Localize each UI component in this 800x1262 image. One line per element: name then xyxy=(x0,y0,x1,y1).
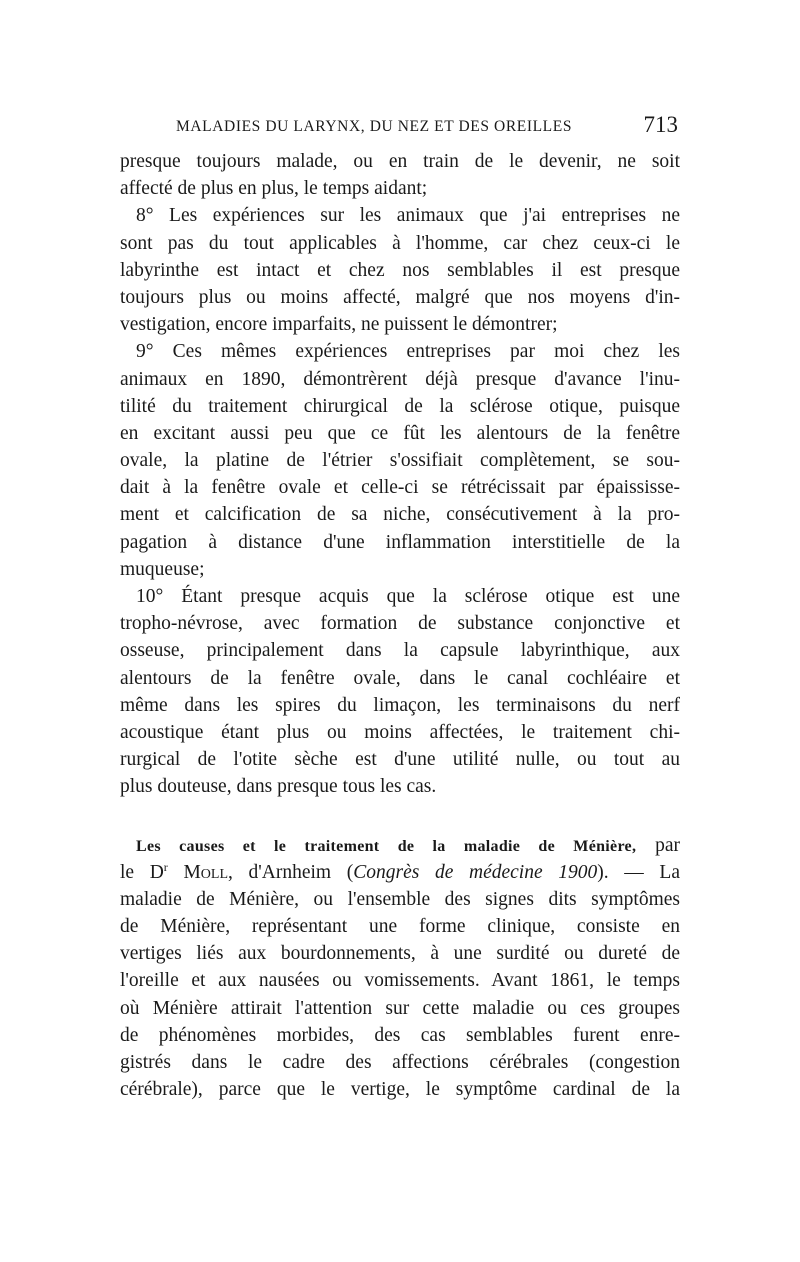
text-line: rurgical de l'otite sèche est d'une utilité nulle, ou tout au xyxy=(120,749,680,771)
text-line: où Ménière attirait l'attention sur cette maladie ou ces groupes xyxy=(120,997,680,1019)
text-line: cérébrale), parce que le vertige, le symptôme cardinal de la xyxy=(120,1079,680,1101)
section-heading: Les causes et le traitement de la maladie de Ménière, xyxy=(136,837,637,855)
text-line: dait à la fenêtre ovale et celle-ci se rétrécissait par épaississe- xyxy=(120,477,680,499)
paragraph-block-conclusions xyxy=(120,148,680,801)
text-line: de phénomènes morbides, des cas semblables furent enre- xyxy=(120,1024,680,1046)
text-span: , d'Arnheim ( xyxy=(228,861,354,883)
running-header xyxy=(120,108,680,148)
text-line: labyrinthe est intact et chez nos semblables il est presque xyxy=(120,259,680,281)
text-line: vestigation, encore imparfaits, ne puissent le démontrer; xyxy=(120,314,558,336)
text-line: même dans les spires du limaçon, les terminaisons du nerf xyxy=(120,694,680,716)
text-line: osseuse, principalement dans la capsule labyrinthique, aux xyxy=(120,640,680,662)
running-title: MALADIES DU LARYNX, DU NEZ ET DES OREILLES xyxy=(176,118,573,135)
section-heading-line xyxy=(120,832,680,859)
text-line: pagation à distance d'une inflammation interstitielle de la xyxy=(120,531,680,553)
text-line: en excitant aussi peu que ce fût les alentours de la fenêtre xyxy=(120,422,680,444)
heading-tail: par xyxy=(636,834,680,856)
author-name: Moll xyxy=(167,861,228,883)
text-line: ment et calcification de sa niche, consécutivement à la pro- xyxy=(120,504,680,526)
text-line: acoustique étant plus ou moins affectées, le traitement chi- xyxy=(120,721,680,743)
text-line: maladie de Ménière, ou l'ensemble des signes dits symptômes xyxy=(120,888,680,910)
text-line: toujours plus ou moins affecté, malgré que nos moyens d'in- xyxy=(120,286,680,308)
text-line: animaux en 1890, démontrèrent déjà presque d'avance l'inu- xyxy=(120,368,680,390)
text-span: le D xyxy=(120,861,164,883)
text-line: l'oreille et aux nausées ou vomissements. Avant 1861, le temps xyxy=(120,970,680,992)
paragraph-block-meniere xyxy=(120,832,680,1104)
text-line: 10° Étant presque acquis que la sclérose otique est une xyxy=(136,586,680,607)
text-line: 9° Ces mêmes expériences entreprises par moi chez les xyxy=(136,341,680,363)
superscript: r xyxy=(163,859,168,874)
section-spacer xyxy=(120,801,680,832)
text-line: presque toujours malade, ou en train de le devenir, ne soit xyxy=(120,151,680,172)
page-number: 713 xyxy=(643,112,678,137)
text-line: vertiges liés aux bourdonnements, à une surdité ou dureté de xyxy=(120,943,680,965)
citation-title: Congrès de médecine 1900 xyxy=(353,861,598,883)
text-line: tilité du traitement chirurgical de la sclérose otique, puisque xyxy=(120,395,680,417)
text-line: gistrés dans le cadre des affections cérébrales (congestion xyxy=(120,1052,680,1073)
text-line: tropho-névrose, avec formation de substance conjonctive et xyxy=(120,613,680,635)
text-line: affecté de plus en plus, le temps aidant; xyxy=(120,178,428,200)
text-span: ). — La xyxy=(597,861,680,883)
text-line xyxy=(120,859,680,886)
text-line: sont pas du tout applicables à l'homme, car chez ceux-ci le xyxy=(120,232,680,254)
text-line: alentours de la fenêtre ovale, dans le canal cochléaire et xyxy=(120,667,680,689)
text-line: de Ménière, représentant une forme clinique, consiste en xyxy=(120,916,680,938)
text-line: plus douteuse, dans presque tous les cas. xyxy=(120,776,437,798)
text-line: 8° Les expériences sur les animaux que j'ai entreprises ne xyxy=(136,205,680,227)
book-page xyxy=(120,108,680,1103)
text-line: ovale, la platine de l'étrier s'ossifiait complètement, se sou- xyxy=(120,450,680,472)
text-line: muqueuse; xyxy=(120,558,205,580)
